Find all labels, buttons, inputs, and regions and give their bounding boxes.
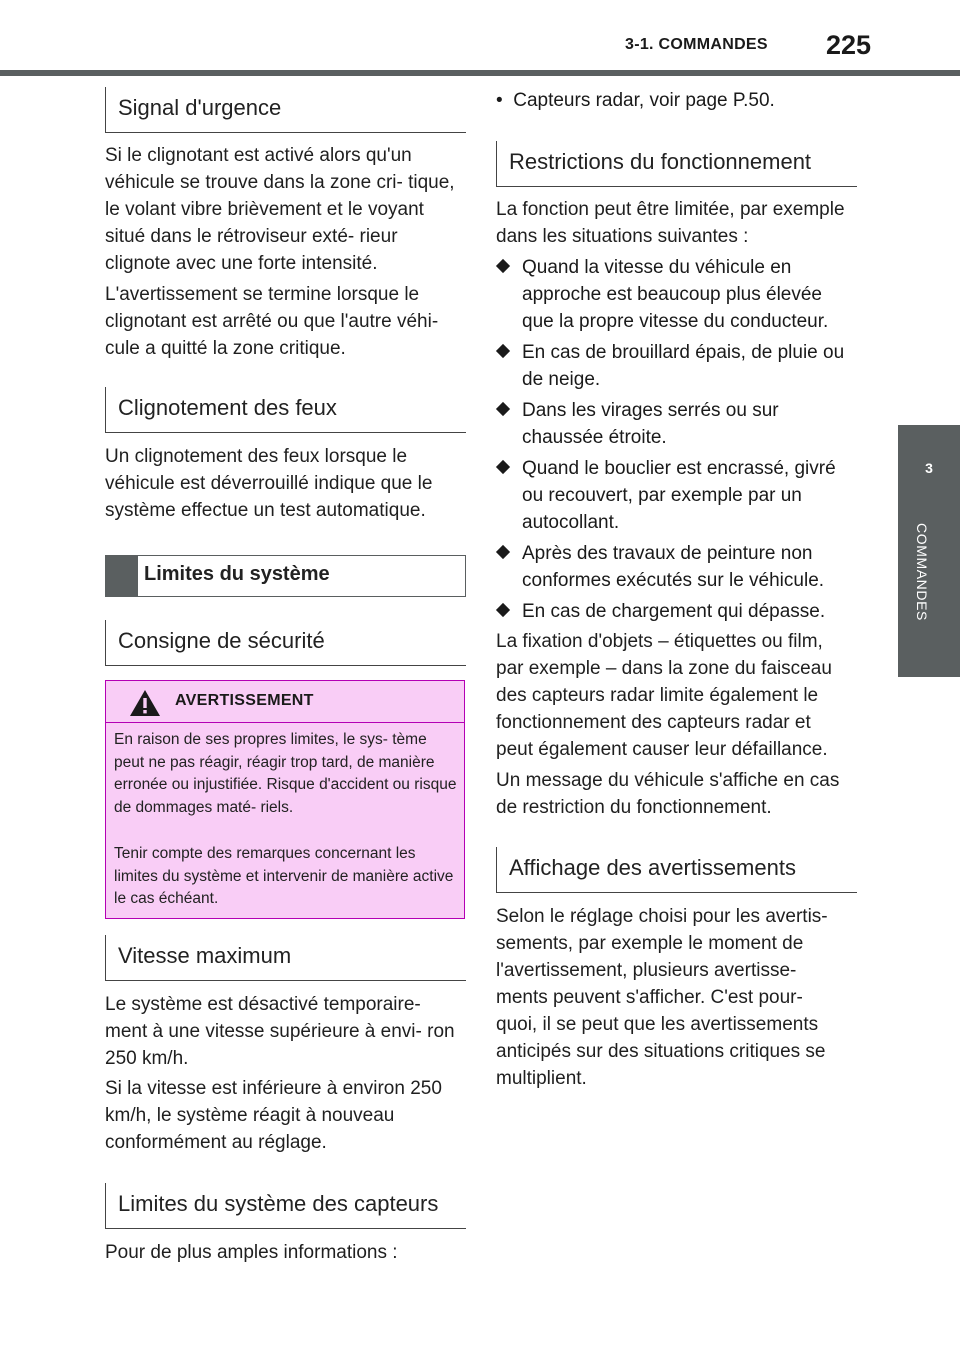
subheading-consigne [105,620,466,666]
subheading-text: Clignotement des feux [118,395,337,420]
chapter-tab [898,425,960,677]
subheading-text: Consigne de sécurité [118,628,325,653]
restrictions-list [496,254,856,629]
chapter-label: COMMANDES [914,523,930,621]
list-item [496,339,856,393]
paragraph: La fixation d'objets – étiquettes ou film, par exemple – dans la zone du faisceau des capteurs radar limite également le fonctionnement des capteurs radar et peut également causer leur défaillance. [496,631,832,760]
warning-triangle-icon [129,689,161,717]
page-number: 225 [826,30,872,60]
subheading-vitesse [105,935,466,981]
subheading-text: Vitesse maximum [118,943,292,968]
subheading-affichage [496,847,857,893]
list-item-radar [496,87,775,114]
list-item [496,397,856,451]
subheading-signal [105,87,466,133]
list-item [496,540,856,594]
diamond-bullet-icon [496,545,510,559]
section-title: 3-1. COMMANDES [625,36,768,53]
list-item [496,598,856,625]
subheading-text: Limites du système des capteurs [118,1191,439,1216]
subheading-text: Signal d'urgence [118,95,282,120]
paragraph: Un clignotement des feux lorsque le véhicule est déverrouillé indique que le système effectue un test automatique. [105,446,433,521]
section-heading-limites [105,555,466,597]
section-marker [106,556,138,596]
subheading-clignotement [105,387,466,433]
list-item-text: En cas de brouillard épais, de pluie ou de neige. [522,342,845,390]
header-rule [0,70,960,76]
warning-title: AVERTISSEMENT [175,692,314,709]
warning-text: Tenir compte des remarques concernant les limites du système et intervenir de manière active le cas échéant. [114,845,454,907]
section-heading-text: Limites du système [144,563,330,585]
diamond-bullet-icon [496,402,510,416]
paragraph: La fonction peut être limitée, par exemple dans les situations suivantes : [496,199,845,247]
subheading-restrictions [496,141,857,187]
list-item-text: Capteurs radar, voir page P.50. [513,90,775,111]
paragraph: L'avertissement se termine lorsque le clignotant est arrêté ou que l'autre véhi- cule a quitté la zone critique. [105,284,439,359]
list-item-text: Dans les virages serrés ou sur chaussée étroite. [522,400,779,448]
list-item-text: En cas de chargement qui dépasse. [522,601,826,622]
bullet-dot: • [496,90,514,111]
paragraph: Si le clignotant est activé alors qu'un véhicule se trouve dans la zone cri- tique, le volant vibre brièvement et le voyant situé dans le rétroviseur exté- rieur clignote avec une forte intensité. [105,145,455,274]
subheading-capteurs [105,1183,466,1229]
warning-text: En raison de ses propres limites, le sys- tème peut ne pas réagir, réagir trop tard, de manière erronée ou injustifiée. Risque d'accident ou risque de dommages maté- riels. [114,731,457,816]
paragraph: Si la vitesse est inférieure à environ 250 km/h, le système réagit à nouveau conformément au réglage. [105,1078,442,1153]
paragraph: Un message du véhicule s'affiche en cas de restriction du fonctionnement. [496,770,840,818]
diamond-bullet-icon [496,259,510,273]
diamond-bullet-icon [496,344,510,358]
warning-header [106,681,464,723]
paragraph: Pour de plus amples informations : [105,1242,398,1263]
subheading-text: Affichage des avertissements [509,855,796,880]
diamond-bullet-icon [496,603,510,617]
list-item-text: Quand la vitesse du véhicule en approche est beaucoup plus élevée que la propre vitesse du conducteur. [522,257,829,332]
warning-box [105,680,465,919]
list-item [496,254,856,335]
list-item-text: Après des travaux de peinture non conformes exécutés sur le véhicule. [522,543,825,591]
paragraph: Selon le réglage choisi pour les avertis- sements, par exemple le moment de l'avertissement, plusieurs avertisse- ments peuvent s'afficher. C'est pour- quoi, il se peut que les avertissements anticipés sur des situations critiques se multiplient. [496,906,828,1089]
subheading-text: Restrictions du fonctionnement [509,149,812,174]
diamond-bullet-icon [496,460,510,474]
list-item [496,455,856,536]
paragraph: Le système est désactivé temporaire- ment à une vitesse supérieure à envi- ron 250 km/h. [105,994,455,1069]
chapter-number: 3 [925,460,933,476]
list-item-text: Quand le bouclier est encrassé, givré ou recouvert, par exemple par un autocollant. [522,458,836,533]
